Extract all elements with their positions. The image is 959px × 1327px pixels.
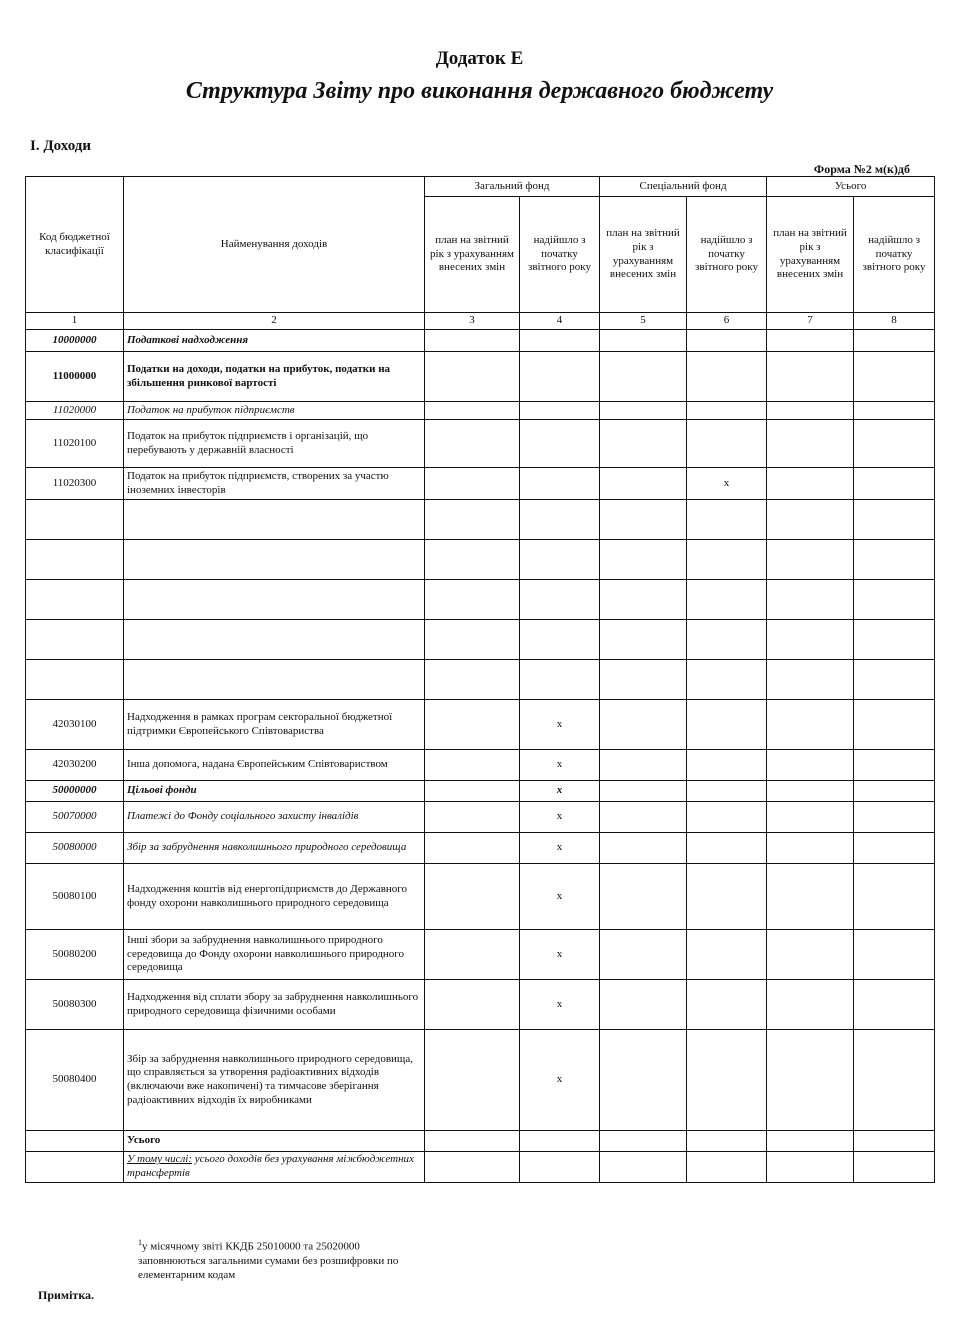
row-value-c7 (767, 930, 854, 980)
row-value-c3 (425, 833, 520, 864)
row-name: Усього (124, 1131, 425, 1152)
row-code: 50070000 (26, 802, 124, 833)
row-value-c4 (520, 1131, 600, 1152)
row-value-c3 (425, 500, 520, 540)
row-value-c8 (854, 660, 935, 700)
header-received-special: надійшло з початку звітного року (687, 197, 767, 313)
row-value-c5 (600, 540, 687, 580)
row-value-c5 (600, 930, 687, 980)
row-value-c5 (600, 402, 687, 420)
section-heading: І. Доходи (30, 138, 92, 154)
row-value-c7 (767, 580, 854, 620)
row-value-c3 (425, 580, 520, 620)
row-value-c6 (687, 781, 767, 802)
row-value-c7 (767, 833, 854, 864)
row-value-c7 (767, 802, 854, 833)
row-code: 50000000 (26, 781, 124, 802)
row-value-c5 (600, 781, 687, 802)
row-value-c7 (767, 1030, 854, 1131)
row-value-c6 (687, 802, 767, 833)
table-row (26, 420, 935, 468)
row-value-c8 (854, 864, 935, 930)
row-value-c8 (854, 352, 935, 402)
row-value-c4: x (520, 750, 600, 781)
row-value-c8 (854, 930, 935, 980)
row-code: 50080000 (26, 833, 124, 864)
row-value-c6 (687, 620, 767, 660)
row-value-c3 (425, 781, 520, 802)
row-value-c8 (854, 420, 935, 468)
table-row (26, 402, 935, 420)
row-name: Податок на прибуток підприємств, створених за участю іноземних інвесторів (124, 468, 425, 500)
row-value-c3 (425, 660, 520, 700)
row-value-c8 (854, 750, 935, 781)
row-value-c7 (767, 1131, 854, 1152)
column-number: 7 (767, 313, 854, 330)
row-value-c3 (425, 540, 520, 580)
column-number: 2 (124, 313, 425, 330)
row-value-c3 (425, 700, 520, 750)
column-number: 4 (520, 313, 600, 330)
row-value-c5 (600, 500, 687, 540)
row-code: 50080100 (26, 864, 124, 930)
row-name: Надходження від сплати збору за забруднення навколишнього природного середовища фізичними особами (124, 980, 425, 1030)
row-value-c5 (600, 700, 687, 750)
row-value-c4: x (520, 833, 600, 864)
row-value-c5 (600, 980, 687, 1030)
table-row (26, 1030, 935, 1131)
row-value-c4 (520, 580, 600, 620)
row-value-c8 (854, 700, 935, 750)
header-plan-special: план на звітний рік з урахуванням внесених змін (600, 197, 687, 313)
row-value-c3 (425, 802, 520, 833)
row-code (26, 1152, 124, 1183)
row-value-c7 (767, 781, 854, 802)
row-code (26, 620, 124, 660)
row-code (26, 1131, 124, 1152)
row-value-c8 (854, 980, 935, 1030)
row-value-c4 (520, 330, 600, 352)
column-number-row (26, 313, 935, 330)
row-value-c3 (425, 1030, 520, 1131)
column-number: 8 (854, 313, 935, 330)
row-value-c5 (600, 1131, 687, 1152)
row-value-c8 (854, 781, 935, 802)
row-value-c4: x (520, 980, 600, 1030)
row-value-c4: x (520, 930, 600, 980)
table-row (26, 781, 935, 802)
row-value-c3 (425, 930, 520, 980)
row-value-c3 (425, 1152, 520, 1183)
header-plan-total: план на звітний рік з урахуванням внесених змін (767, 197, 854, 313)
row-value-c6 (687, 580, 767, 620)
header-name: Найменування доходів (124, 177, 425, 313)
row-value-c4 (520, 500, 600, 540)
row-value-c7 (767, 750, 854, 781)
row-value-c8 (854, 802, 935, 833)
row-value-c3 (425, 1131, 520, 1152)
row-value-c5 (600, 352, 687, 402)
row-value-c3 (425, 420, 520, 468)
row-name-prefix: У тому числі: (127, 1153, 192, 1166)
row-name: Податкові надходження (124, 330, 425, 352)
row-value-c4 (520, 420, 600, 468)
row-value-c5 (600, 864, 687, 930)
table-row (26, 802, 935, 833)
row-value-c7 (767, 864, 854, 930)
row-value-c3 (425, 750, 520, 781)
row-value-c4: x (520, 802, 600, 833)
row-value-c7 (767, 540, 854, 580)
row-value-c8 (854, 402, 935, 420)
row-value-c4 (520, 1152, 600, 1183)
table-row (26, 500, 935, 540)
table-row (26, 930, 935, 980)
document-title: Структура Звіту про виконання державного бюджету (185, 78, 774, 104)
row-value-c7 (767, 352, 854, 402)
row-value-c7 (767, 420, 854, 468)
row-code: 42030100 (26, 700, 124, 750)
row-code: 11000000 (26, 352, 124, 402)
table-row (26, 468, 935, 500)
table-row (26, 750, 935, 781)
row-name (124, 660, 425, 700)
table-row (26, 1152, 935, 1183)
column-number: 1 (26, 313, 124, 330)
row-value-c4 (520, 540, 600, 580)
row-value-c6 (687, 330, 767, 352)
row-name (124, 1152, 425, 1183)
row-value-c6 (687, 420, 767, 468)
table-row (26, 660, 935, 700)
row-value-c8 (854, 1131, 935, 1152)
column-number: 3 (425, 313, 520, 330)
row-value-c4: x (520, 864, 600, 930)
table-row (26, 700, 935, 750)
row-value-c7 (767, 330, 854, 352)
footnote-marker: 1 (138, 1238, 142, 1247)
row-code (26, 660, 124, 700)
row-code: 50080300 (26, 980, 124, 1030)
row-value-c8 (854, 540, 935, 580)
row-value-c5 (600, 1152, 687, 1183)
row-name (124, 540, 425, 580)
row-value-c7 (767, 468, 854, 500)
row-name-text: усього доходів без урахування міжбюджетних трансфертів (127, 1153, 414, 1179)
table-row (26, 833, 935, 864)
row-value-c7 (767, 1152, 854, 1183)
row-code (26, 580, 124, 620)
row-value-c3 (425, 980, 520, 1030)
table-row (26, 980, 935, 1030)
row-value-c6 (687, 500, 767, 540)
header-received-total: надійшло з початку звітного року (854, 197, 935, 313)
row-value-c7 (767, 500, 854, 540)
row-value-c6 (687, 700, 767, 750)
row-name: Податок на прибуток підприємств і організацій, що перебувають у державній власності (124, 420, 425, 468)
row-code (26, 500, 124, 540)
row-value-c8 (854, 468, 935, 500)
row-value-c5 (600, 750, 687, 781)
header-received-general: надійшло з початку звітного року (520, 197, 600, 313)
row-value-c8 (854, 1030, 935, 1131)
row-name: Збір за забруднення навколишнього природного середовища, що справляється за утворення радіоактивних відходів (включаючи вже накопичені) та тимчасове зберігання радіоактивних відходів їх виробниками (124, 1030, 425, 1131)
row-code: 10000000 (26, 330, 124, 352)
table-row (26, 352, 935, 402)
row-value-c8 (854, 620, 935, 660)
row-value-c4 (520, 620, 600, 660)
row-value-c4 (520, 352, 600, 402)
row-value-c8 (854, 500, 935, 540)
row-value-c8 (854, 833, 935, 864)
row-value-c8 (854, 1152, 935, 1183)
header-total: Усього (767, 177, 935, 197)
row-value-c5 (600, 620, 687, 660)
header-general-fund: Загальний фонд (425, 177, 600, 197)
row-name: Інша допомога, надана Європейським Співтовариством (124, 750, 425, 781)
row-value-c5 (600, 580, 687, 620)
row-name: Цільові фонди (124, 781, 425, 802)
header-special-fund: Спеціальний фонд (600, 177, 767, 197)
row-code: 11020000 (26, 402, 124, 420)
row-value-c3 (425, 352, 520, 402)
row-value-c6 (687, 352, 767, 402)
row-value-c4 (520, 468, 600, 500)
row-code: 11020100 (26, 420, 124, 468)
row-value-c8 (854, 580, 935, 620)
footnote-text: у місячному звіті ККДБ 25010000 та 25020000 заповнюються загальними сумами без розшифровки по елементарним кодам (138, 1240, 399, 1282)
row-value-c4: x (520, 781, 600, 802)
row-value-c6 (687, 980, 767, 1030)
row-value-c5 (600, 330, 687, 352)
row-value-c5 (600, 468, 687, 500)
row-name: Збір за забруднення навколишнього природного середовища (124, 833, 425, 864)
row-name: Платежі до Фонду соціального захисту інвалідів (124, 802, 425, 833)
row-value-c3 (425, 864, 520, 930)
row-value-c6 (687, 1030, 767, 1131)
appendix-label: Додаток Е (435, 48, 524, 69)
row-code: 11020300 (26, 468, 124, 500)
row-value-c4 (520, 660, 600, 700)
row-code: 50080200 (26, 930, 124, 980)
row-name: Податок на прибуток підприємств (124, 402, 425, 420)
row-value-c6 (687, 930, 767, 980)
row-name: Податки на доходи, податки на прибуток, податки на збільшення ринкової вартості (124, 352, 425, 402)
table-row (26, 1131, 935, 1152)
row-value-c4: x (520, 1030, 600, 1131)
row-value-c4 (520, 402, 600, 420)
row-value-c7 (767, 402, 854, 420)
row-value-c7 (767, 660, 854, 700)
row-value-c6 (687, 660, 767, 700)
header-plan-general: план на звітний рік з урахуванням внесених змін (425, 197, 520, 313)
row-value-c6 (687, 833, 767, 864)
row-name: Інші збори за забруднення навколишнього природного середовища до Фонду охорони навколишнього природного середовища (124, 930, 425, 980)
row-value-c5 (600, 802, 687, 833)
row-value-c7 (767, 980, 854, 1030)
footnote (138, 1238, 418, 1283)
row-value-c7 (767, 620, 854, 660)
row-name: Надходження коштів від енергопідприємств до Державного фонду охорони навколишнього природного середовища (124, 864, 425, 930)
row-value-c5 (600, 833, 687, 864)
row-value-c6 (687, 864, 767, 930)
form-number: Форма №2 м(к)дб (813, 162, 910, 176)
row-value-c6 (687, 540, 767, 580)
row-value-c4: x (520, 700, 600, 750)
row-name (124, 620, 425, 660)
row-value-c6: x (687, 468, 767, 500)
row-value-c3 (425, 330, 520, 352)
table-row (26, 330, 935, 352)
row-value-c7 (767, 700, 854, 750)
row-value-c3 (425, 402, 520, 420)
table-row (26, 864, 935, 930)
table-row (26, 620, 935, 660)
row-value-c6 (687, 402, 767, 420)
column-number: 6 (687, 313, 767, 330)
row-value-c6 (687, 1131, 767, 1152)
row-name (124, 500, 425, 540)
row-value-c3 (425, 468, 520, 500)
row-code: 50080400 (26, 1030, 124, 1131)
header-code: Код бюджетної класифікації (26, 177, 124, 313)
table-row (26, 540, 935, 580)
row-value-c5 (600, 660, 687, 700)
row-value-c6 (687, 750, 767, 781)
row-code: 42030200 (26, 750, 124, 781)
row-name (124, 580, 425, 620)
row-value-c8 (854, 330, 935, 352)
row-value-c6 (687, 1152, 767, 1183)
row-value-c5 (600, 420, 687, 468)
table-row (26, 580, 935, 620)
row-name: Надходження в рамках програм секторальної бюджетної підтримки Європейського Співтовариства (124, 700, 425, 750)
column-number: 5 (600, 313, 687, 330)
row-code (26, 540, 124, 580)
revenue-table (25, 176, 935, 1183)
row-value-c5 (600, 1030, 687, 1131)
row-value-c3 (425, 620, 520, 660)
note-label: Примітка. (38, 1288, 95, 1302)
